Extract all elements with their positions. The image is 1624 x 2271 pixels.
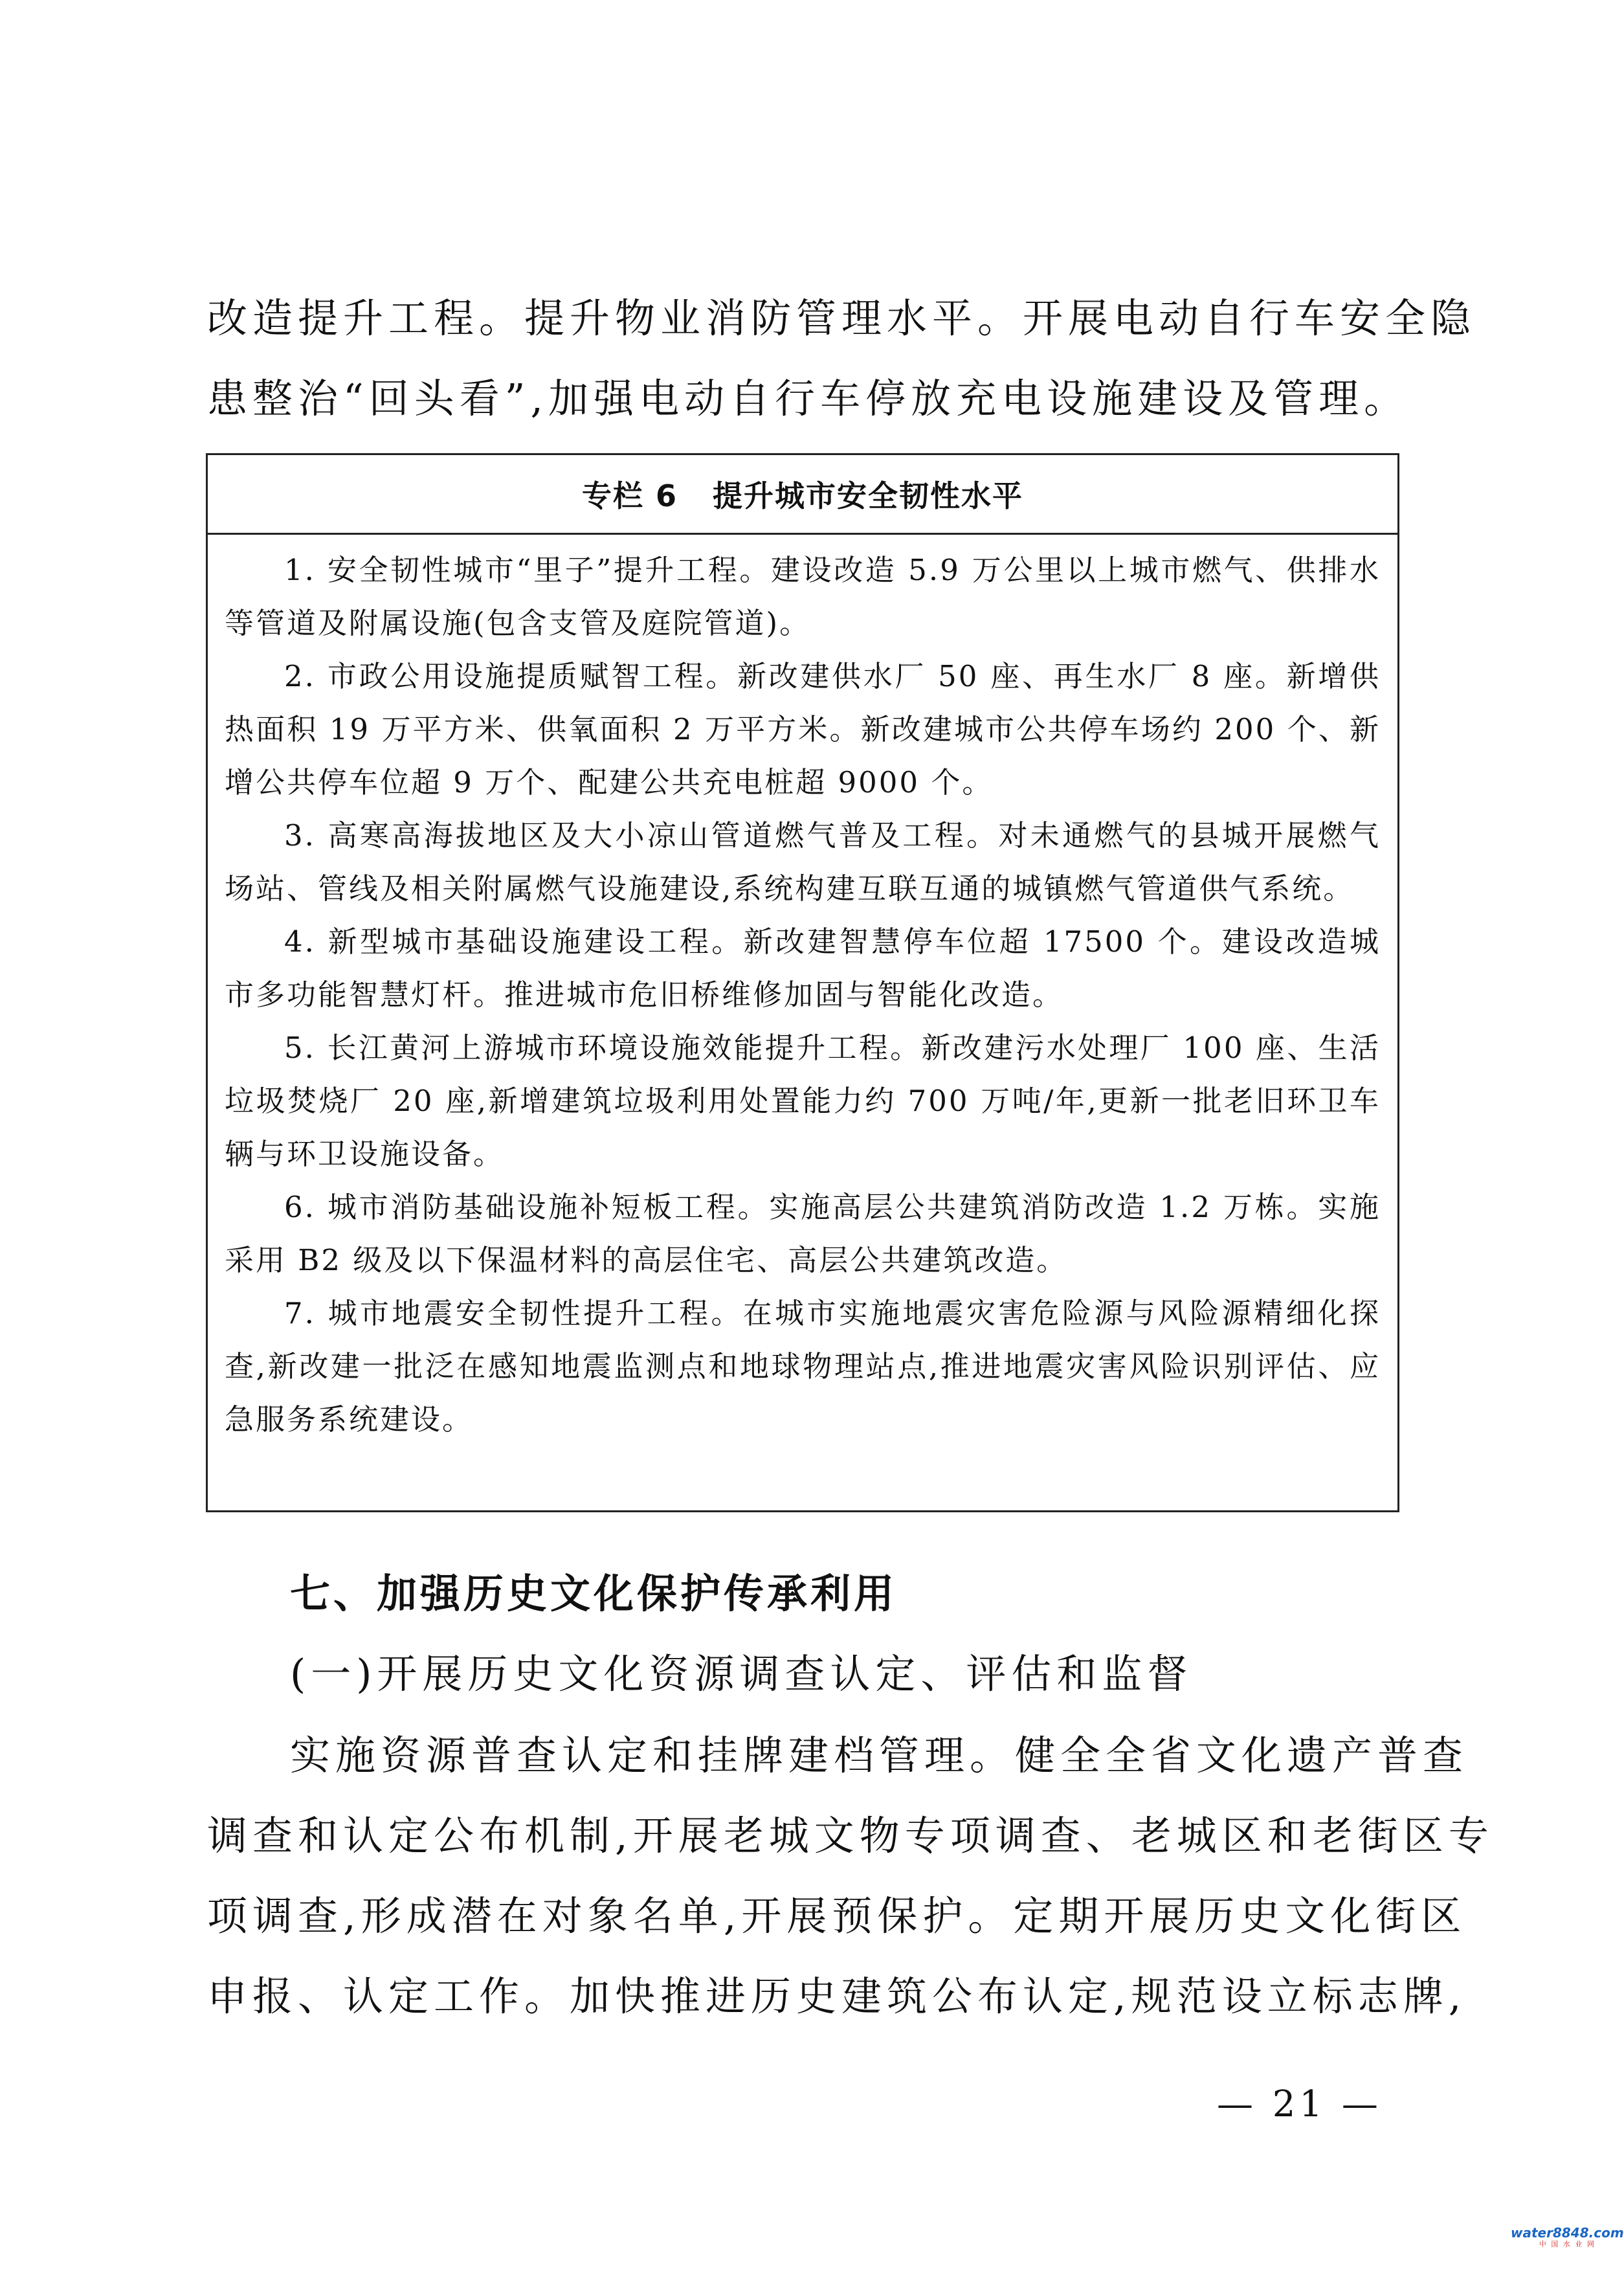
column-box-heading: 提升城市安全韧性水平 xyxy=(713,478,1024,513)
watermark-subtitle: 中 国 水 业 网 xyxy=(1539,2240,1596,2248)
column-item: 5. 长江黄河上游城市环境设施效能提升工程。新改建污水处理厂 100 座、生活垃圾焚烧厂 20 座,新增建筑垃圾利用处置能力约 700 万吨/年,更新一批老旧环卫车辆与环卫设施设备。 xyxy=(225,1031,1381,1171)
column-box-title xyxy=(208,455,1397,535)
body-line: 项调查,形成潜在对象名单,开展预保护。定期开展历史文化街区 xyxy=(207,1892,1467,1940)
section-heading: 七、加强历史文化保护传承利用 xyxy=(290,1570,898,1617)
intro-paragraph xyxy=(207,278,1476,439)
intro-line: 患整治“回头看”,加强电动自行车停放充电设施建设及管理。 xyxy=(207,375,1410,422)
intro-line: 改造提升工程。提升物业消防管理水平。开展电动自行车安全隐 xyxy=(207,295,1476,342)
column-item: 1. 安全韧性城市“里子”提升工程。建设改造 5.9 万公里以上城市燃气、供排水等管道及附属设施(包含支管及庭院管道)。 xyxy=(225,553,1381,640)
body-line: 实施资源普查认定和挂牌建档管理。健全全省文化遗产普查 xyxy=(290,1732,1469,1779)
body-line: 申报、认定工作。加快推进历史建筑公布认定,规范设立标志牌, xyxy=(207,1973,1467,2020)
column-item: 7. 城市地震安全韧性提升工程。在城市实施地震灾害危险源与风险源精细化探查,新改建一批泛在感知地震监测点和地球物理站点,推进地震灾害风险识别评估、应急服务系统建设。 xyxy=(225,1296,1381,1437)
column-item: 6. 城市消防基础设施补短板工程。实施高层公共建筑消防改造 1.2 万栋。实施采用 B2 级及以下保温材料的高层住宅、高层公共建筑改造。 xyxy=(225,1190,1381,1277)
column-item: 3. 高寒高海拔地区及大小凉山管道燃气普及工程。对未通燃气的县城开展燃气场站、管线及相关附属燃气设施建设,系统构建互联互通的城镇燃气管道供气系统。 xyxy=(225,818,1381,906)
site-watermark xyxy=(1511,2227,1624,2250)
watermark-logo: water8848.com xyxy=(1511,2225,1624,2241)
column-box-body xyxy=(208,535,1397,1446)
page-number: — 21 — xyxy=(1217,2083,1382,2125)
section-body-paragraph xyxy=(207,1716,1494,2037)
column-item: 4. 新型城市基础设施建设工程。新改建智慧停车位超 17500 个。建设改造城市多功能智慧灯杆。推进城市危旧桥维修加固与智能化改造。 xyxy=(225,924,1381,1012)
body-line: 调查和认定公布机制,开展老城文物专项调查、老城区和老街区专 xyxy=(207,1812,1494,1859)
column-box xyxy=(206,453,1399,1512)
column-item: 2. 市政公用设施提质赋智工程。新改建供水厂 50 座、再生水厂 8 座。新增供热面积 19 万平方米、供氧面积 2 万平方米。新改建城市公共停车场约 200 个、新增公共停车位超 9 万个、配建公共充电桩超 9000 个。 xyxy=(225,659,1381,800)
section-subheading: (一)开展历史文化资源调查认定、评估和监督 xyxy=(290,1650,1193,1697)
column-box-number: 专栏 6 xyxy=(581,478,678,513)
